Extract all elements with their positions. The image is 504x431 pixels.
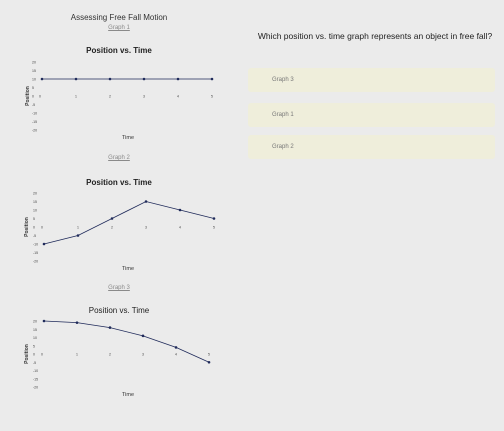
- x-tick-label: 4: [175, 352, 177, 357]
- option-label: Graph 1: [272, 112, 294, 118]
- x-tick-label: 3: [142, 352, 144, 357]
- x-tick-label: 3: [143, 94, 145, 99]
- y-tick-label: -10: [33, 369, 39, 373]
- chart-3: [0, 316, 238, 402]
- y-tick-label: -15: [33, 251, 39, 255]
- y-tick-label: -5: [32, 103, 36, 107]
- y-tick-label: 10: [32, 77, 36, 82]
- data-point: [76, 321, 79, 324]
- data-point: [208, 361, 211, 364]
- y-axis-label: Position: [25, 86, 31, 106]
- y-tick-label: 0: [33, 225, 35, 230]
- data-point: [213, 217, 216, 220]
- data-point: [109, 78, 112, 81]
- y-tick-label: -5: [33, 234, 37, 238]
- x-tick-label: 2: [109, 94, 111, 99]
- y-tick-label: 5: [33, 217, 35, 221]
- graph-3-link[interactable]: Graph 3: [108, 285, 130, 291]
- graph-1-link[interactable]: Graph 1: [108, 25, 130, 31]
- y-tick-label: -20: [33, 259, 39, 264]
- y-tick-label: -10: [33, 242, 39, 247]
- chart-3-title: Position vs. Time: [88, 306, 150, 315]
- x-tick-label: 1: [77, 225, 79, 230]
- data-point: [211, 78, 214, 81]
- y-tick-label: 0: [33, 352, 35, 357]
- series-line: [44, 202, 214, 245]
- x-tick-label: 2: [109, 352, 111, 357]
- x-tick-label: 4: [179, 225, 181, 230]
- chart-2: [0, 188, 238, 276]
- x-tick-label: 0: [41, 352, 43, 357]
- y-tick-label: -15: [32, 120, 38, 124]
- x-tick-label: 5: [208, 352, 210, 357]
- data-point: [41, 78, 44, 81]
- x-tick-label: 2: [111, 225, 113, 230]
- x-axis-label: Time: [121, 266, 135, 272]
- y-tick-label: 15: [33, 200, 37, 204]
- y-tick-label: 5: [33, 344, 35, 349]
- option-label: Graph 3: [272, 77, 294, 83]
- question-text: Which position vs. time graph represents an object in free fall?: [257, 31, 493, 41]
- option-graph-1[interactable]: [248, 103, 495, 127]
- data-point: [143, 78, 146, 81]
- y-tick-label: 10: [33, 336, 37, 340]
- y-tick-label: 0: [32, 94, 34, 99]
- option-label: Graph 2: [272, 144, 294, 150]
- data-point: [111, 217, 114, 220]
- x-axis-label: Time: [121, 392, 135, 398]
- x-tick-label: 5: [211, 94, 213, 99]
- data-point: [142, 335, 145, 338]
- data-point: [43, 243, 46, 246]
- y-tick-label: 20: [32, 60, 36, 65]
- option-graph-2[interactable]: [248, 135, 495, 159]
- y-tick-label: -10: [32, 111, 38, 116]
- y-tick-label: 20: [33, 191, 37, 196]
- y-tick-label: 20: [33, 319, 37, 324]
- chart-1: [0, 56, 238, 152]
- data-point: [175, 346, 178, 349]
- x-tick-label: 4: [177, 94, 179, 99]
- option-graph-3[interactable]: [248, 68, 495, 92]
- x-tick-label: 0: [39, 94, 41, 99]
- data-point: [109, 326, 112, 329]
- data-point: [177, 78, 180, 81]
- chart-1-title: Position vs. Time: [86, 46, 152, 55]
- data-point: [145, 200, 148, 203]
- y-tick-label: 15: [32, 69, 36, 73]
- data-point: [179, 209, 182, 212]
- y-tick-label: 10: [33, 208, 37, 213]
- page-title: Assessing Free Fall Motion: [70, 13, 168, 22]
- x-tick-label: 0: [41, 225, 43, 230]
- x-tick-label: 1: [76, 352, 78, 357]
- data-point: [77, 234, 80, 237]
- data-point: [43, 320, 46, 323]
- x-tick-label: 1: [75, 94, 77, 99]
- series-line: [44, 321, 209, 362]
- graph-2-link[interactable]: Graph 2: [108, 155, 130, 161]
- y-tick-label: 5: [32, 86, 34, 90]
- x-tick-label: 3: [145, 225, 147, 230]
- y-tick-label: 15: [33, 327, 37, 332]
- y-tick-label: -5: [33, 360, 37, 365]
- chart-2-title: Position vs. Time: [86, 178, 152, 187]
- x-axis-label: Time: [121, 135, 135, 141]
- y-axis-label: Position: [24, 344, 30, 364]
- y-tick-label: -20: [32, 128, 38, 133]
- y-tick-label: -20: [33, 385, 39, 390]
- x-tick-label: 5: [213, 225, 215, 230]
- y-tick-label: -15: [33, 377, 39, 382]
- y-axis-label: Position: [24, 217, 30, 237]
- data-point: [75, 78, 78, 81]
